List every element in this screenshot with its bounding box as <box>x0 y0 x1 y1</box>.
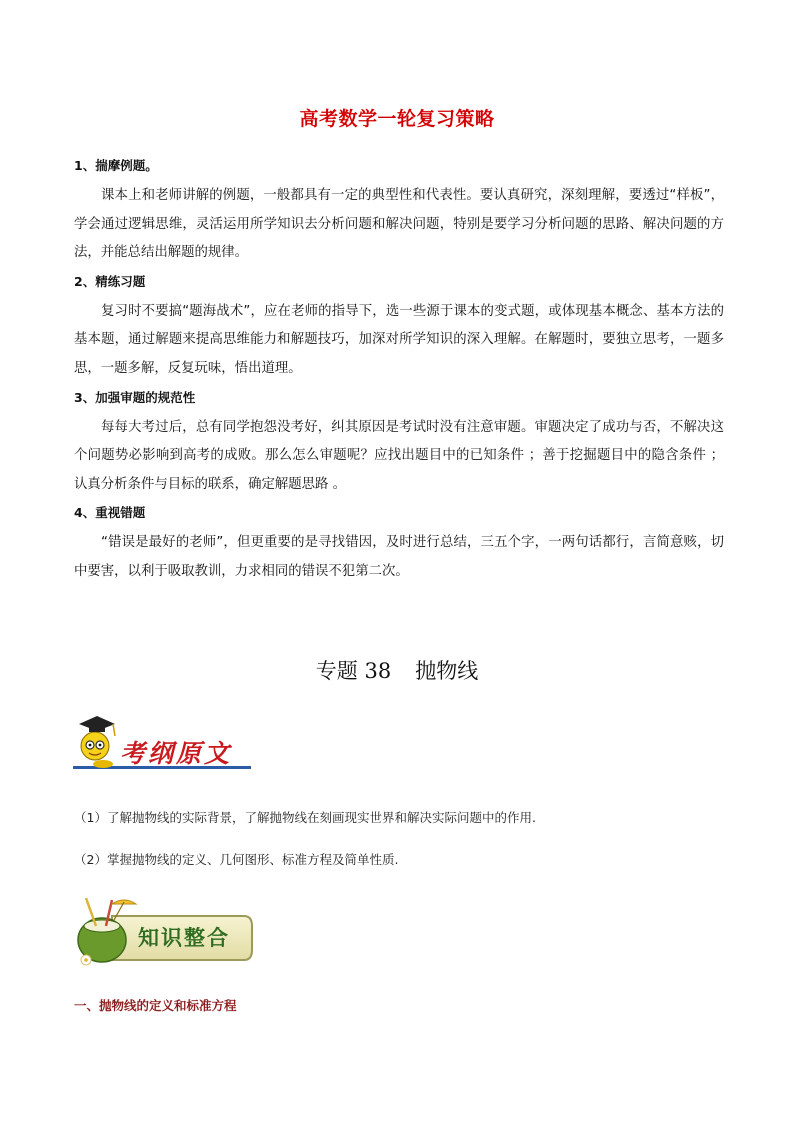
strategy-body-4: “错误是最好的老师”，但更重要的是寻找错因，及时进行总结，三五个字，一两句话都行，言简意赅，切中要害，以利于吸取教训，力求相同的错误不犯第二次。 <box>74 535 724 579</box>
section-heading: 一、抛物线的定义和标准方程 <box>74 998 237 1013</box>
strategy-body-2: 复习时不要搞“题海战术”，应在老师的指导下，选一些源于课本的变式题，或体现基本概念、基本方法的基本题，通过解题来提高思维能力和解题技巧，加深对所学知识的深入理解。在解题时，要独立思考，一题多思，一题多解，反复玩味，悟出道理。 <box>74 303 724 376</box>
topic-name: 抛物线 <box>415 659 479 683</box>
strategy-list <box>74 156 724 589</box>
page-title: 高考数学一轮复习策略 <box>299 108 495 130</box>
strategy-body-1: 课本上和老师讲解的例题，一般都具有一定的典型性和代表性。要认真研究，深刻理解，要透过“样板”，学会通过逻辑思维，灵活运用所学知识去分析问题和解决问题，特别是要学习分析问题的思路、解决问题的方法，并能总结出解题的规律。 <box>74 188 724 261</box>
strategy-heading-4: 4、重视错题 <box>74 505 146 521</box>
topic-number: 专题 38 <box>315 659 392 683</box>
outline-item-2: （2）掌握抛物线的定义、几何图形、标准方程及简单性质. <box>74 852 399 867</box>
strategy-body-3: 每每大考过后，总有同学抱怨没考好，纠其原因是考试时没有注意审题。审题决定了成功与否，不解决这个问题势必影响到高考的成败。那么怎么审题呢？应找出题目中的已知条件 ；善于挖掘题目中的隐含条件 ；认真分析条件与目标的联系，确定解题思路 。 <box>74 419 724 492</box>
outline-banner-text: 考纲原文 <box>120 739 233 768</box>
strategy-heading-2: 2、精练习题 <box>74 273 146 289</box>
topic-title <box>0 655 794 685</box>
outline-item-1: （1）了解抛物线的实际背景，了解抛物线在刻画现实世界和解决实际问题中的作用. <box>74 810 536 825</box>
strategy-heading-3: 3、加强审题的规范性 <box>74 389 196 405</box>
strategy-heading-1: 1、揣摩例题。 <box>74 158 158 173</box>
knowledge-banner-text: 知识整合 <box>138 926 230 950</box>
